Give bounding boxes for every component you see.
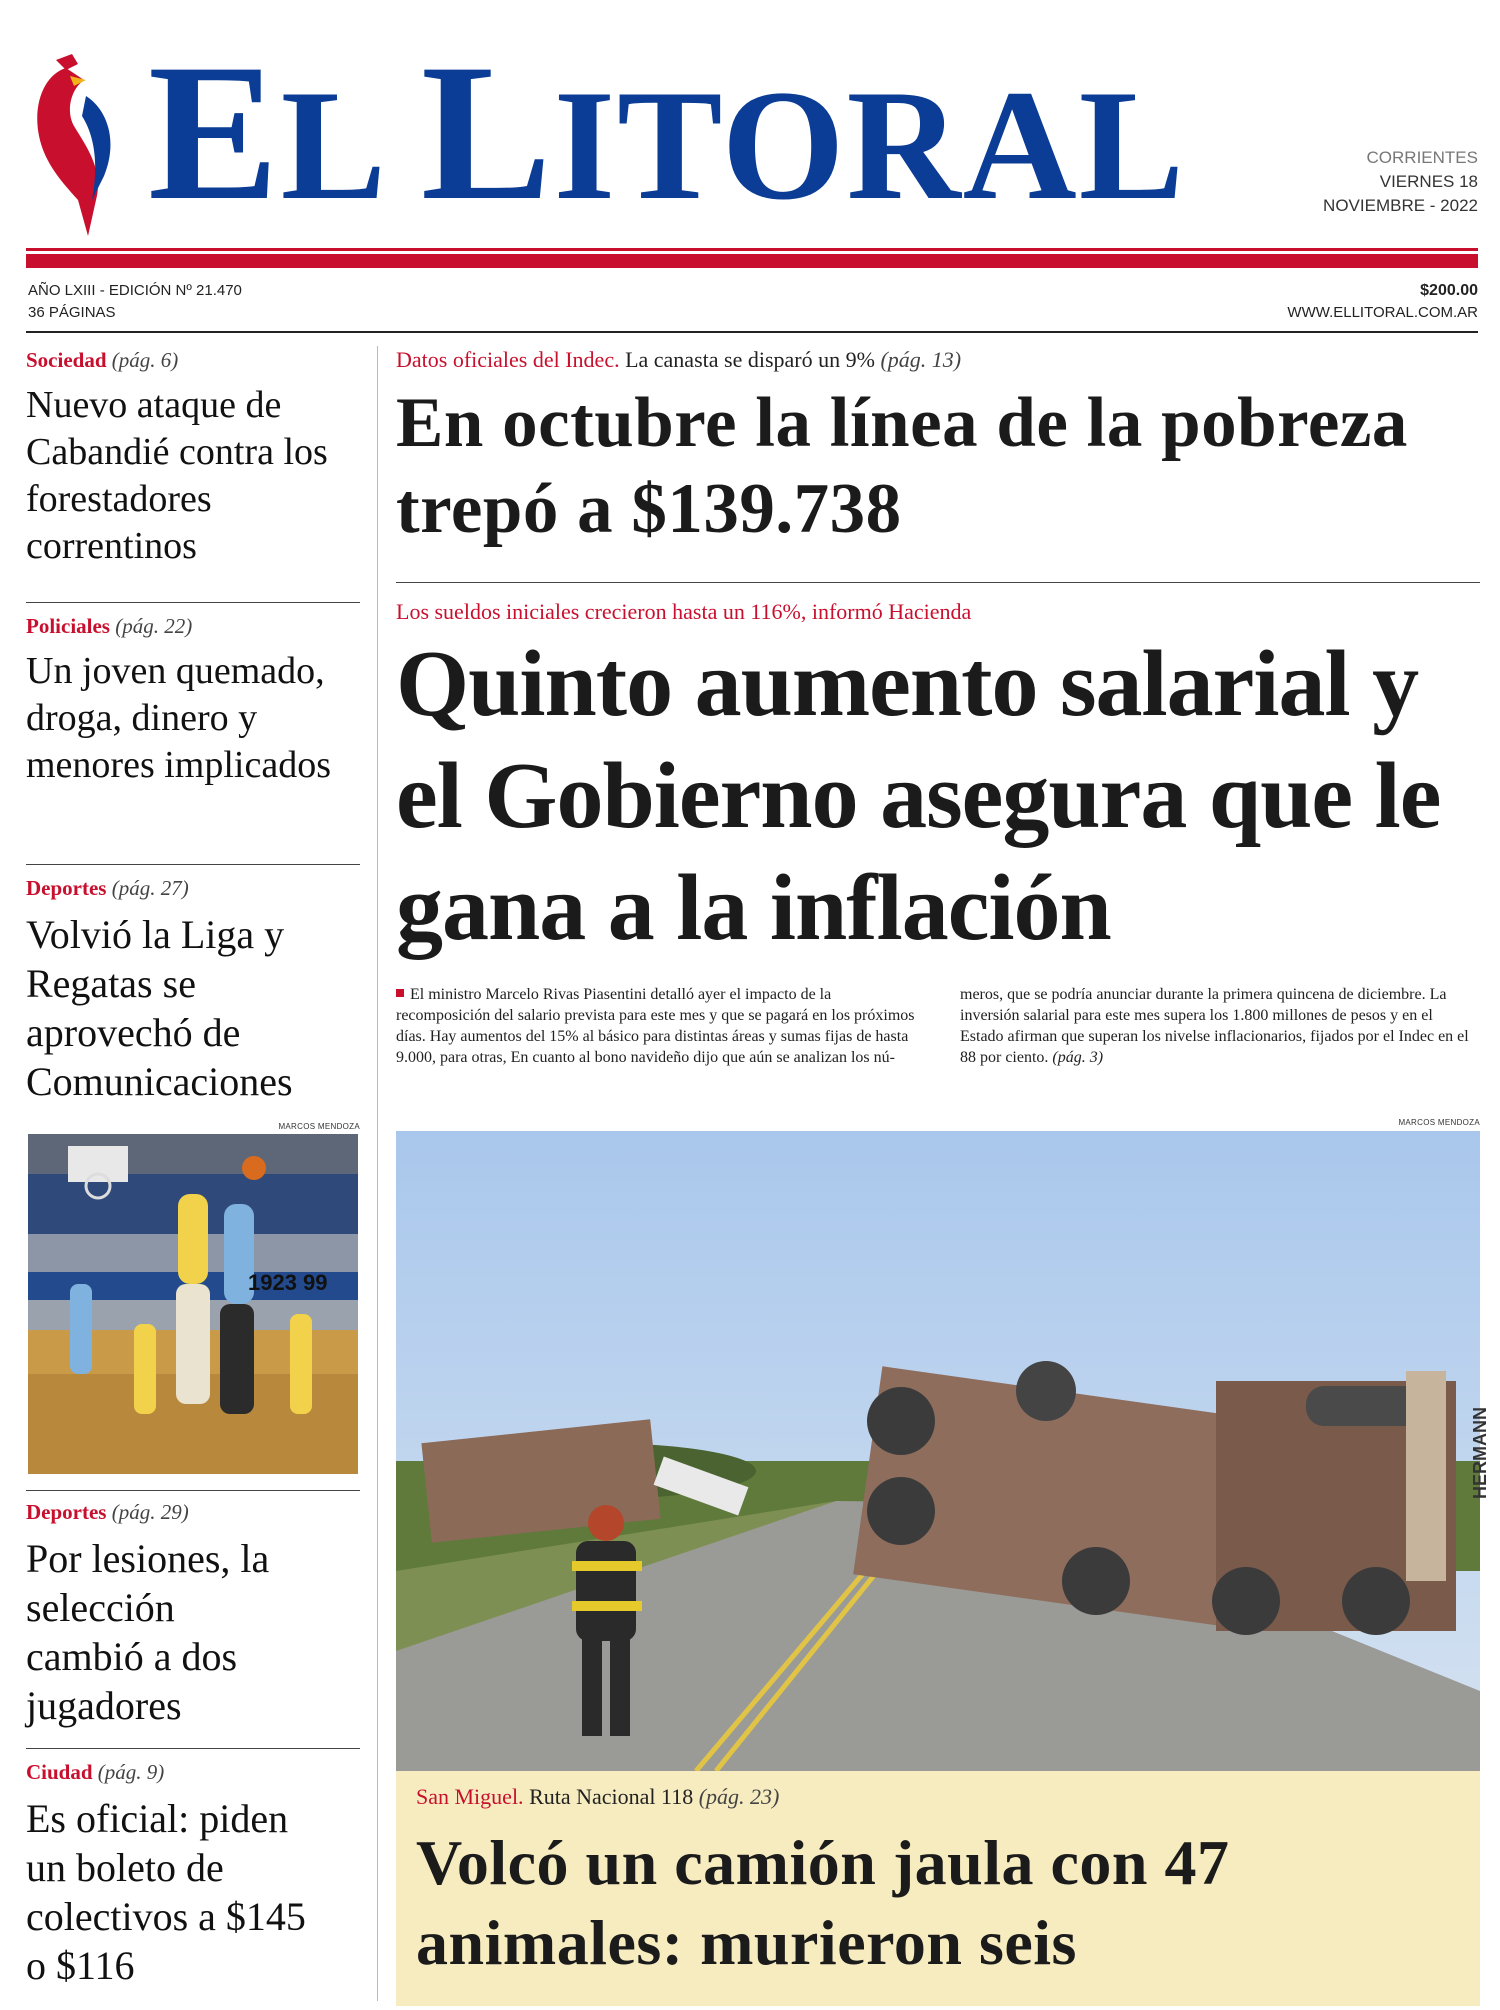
brief-section: Sociedad (26, 348, 107, 372)
masthead-rule-thick (26, 254, 1478, 268)
info-bar (26, 280, 1478, 330)
arena-sign-text: 1923 99 (248, 1270, 328, 1295)
brief-divider (26, 1748, 360, 1749)
brief-page: (pág. 29) (111, 1500, 189, 1524)
brief-sociedad[interactable] (26, 346, 360, 570)
brief-section: Deportes (26, 1500, 107, 1524)
story-pobreza[interactable] (396, 346, 1480, 552)
brief-headline: Volvió la Liga y Regatas se aprovechó de Comunicaciones (26, 912, 293, 1104)
left-column (26, 346, 360, 2001)
brief-headline: Nuevo ataque de Cabandié contra los forestadores correntinos (26, 384, 328, 567)
nameplate-letter: E (148, 24, 281, 241)
kicker-page: (pág. 13) (880, 347, 962, 372)
truck-sign-text: HERMANN (1470, 1407, 1490, 1499)
story-divider (396, 582, 1480, 583)
rooster-logo-icon (26, 50, 122, 240)
brief-headline: Por lesiones, la selección cambió a dos jugadores (26, 1536, 270, 1728)
kicker-page: (pág. 23) (698, 1784, 780, 1809)
kicker-text: Los sueldos iniciales crecieron hasta un 116%, informó Hacienda (396, 599, 972, 624)
kicker-text: La canasta se disparó un 9% (619, 347, 881, 372)
masthead (0, 0, 1500, 250)
info-bar-rule (26, 331, 1478, 333)
lead-headline[interactable]: Quinto aumento salarial y el Gobierno asegura que le gana a la inflación (396, 632, 1441, 960)
edition-weekday: VIERNES 18 (1379, 172, 1478, 191)
basketball-photo[interactable] (28, 1134, 358, 1474)
bullet-icon (396, 989, 404, 997)
overturned-truck-photo[interactable] (396, 1131, 1490, 1771)
masthead-rule-thin (26, 248, 1478, 251)
brief-deportes-liga[interactable] (26, 874, 360, 1106)
brief-divider (26, 864, 360, 865)
brief-page: (pág. 9) (97, 1760, 165, 1784)
brief-policiales[interactable] (26, 612, 360, 789)
story-kicker (396, 598, 971, 626)
cover-price: $200.00 (1420, 282, 1478, 299)
brief-divider (26, 1490, 360, 1491)
photo-credit: MARCOS MENDOZA (1398, 1118, 1480, 1127)
column-divider (377, 346, 378, 2001)
edition-date (1323, 146, 1478, 218)
brief-page: (pág. 27) (111, 876, 189, 900)
brief-page: (pág. 22) (115, 614, 193, 638)
page-count: 36 PÁGINAS (28, 304, 116, 321)
nameplate-letter: L (420, 24, 554, 241)
brief-section: Deportes (26, 876, 107, 900)
brief-page: (pág. 6) (111, 348, 179, 372)
brief-headline: Un joven quemado, droga, dinero y menores implicados (26, 650, 331, 786)
brief-section: Ciudad (26, 1760, 93, 1784)
year-edition: AÑO LXIII - EDICIÓN Nº 21.470 (28, 282, 242, 299)
brief-ciudad[interactable] (26, 1758, 360, 1990)
story-headline: En octubre la línea de la pobreza trepó a $139.738 (396, 384, 1408, 548)
lead-story-body (396, 984, 1480, 1068)
kicker-text: Ruta Nacional 118 (523, 1784, 699, 1809)
kicker-source: Datos oficiales del Indec. (396, 347, 620, 372)
brief-headline: Es oficial: piden un boleto de colectivos a $145 o $116 (26, 1796, 306, 1988)
brief-divider (26, 602, 360, 603)
brief-section: Policiales (26, 614, 110, 638)
feature-kicker (416, 1783, 779, 1811)
edition-city: CORRIENTES (1366, 148, 1478, 167)
main-column (396, 346, 1490, 2006)
nameplate-letter: ITORAL (553, 58, 1187, 233)
edition-month-year: NOVIEMBRE - 2022 (1323, 196, 1478, 215)
nameplate (148, 24, 1278, 241)
nameplate-letter: L (280, 58, 421, 233)
body-column-1 (396, 984, 916, 1068)
body-text: El ministro Marcelo Rivas Piasentini detalló ayer el impacto de la recomposición del salario prevista para este mes y que se pagará en los próximos días. Hay aumentos del 15% al básico para distintas áreas y sumas fijas de hasta 9.000, para otras, En cuanto al bono navideño dijo que aún se analizan los nú- (396, 986, 915, 1066)
body-page-ref: (pág. 3) (1052, 1049, 1104, 1066)
kicker-location: San Miguel. (416, 1784, 524, 1809)
story-kicker (396, 346, 1480, 374)
photo-credit: MARCOS MENDOZA (278, 1122, 360, 1131)
website-link[interactable]: WWW.ELLITORAL.COM.AR (1287, 304, 1478, 321)
brief-deportes-seleccion[interactable] (26, 1498, 360, 1730)
feature-headline: Volcó un camión jaula con 47 animales: murieron seis (416, 1827, 1230, 1978)
body-text: meros, que se podría anunciar durante la primera quincena de diciembre. La inversión salarial para este mes supera los 1.800 millones de pesos y en el Estado afirman que superan los nivelse inflacionarios, fijados por el Indec en el 88 por ciento. (960, 986, 1469, 1066)
body-column-2 (960, 984, 1480, 1068)
feature-story-box[interactable] (396, 1771, 1480, 2006)
